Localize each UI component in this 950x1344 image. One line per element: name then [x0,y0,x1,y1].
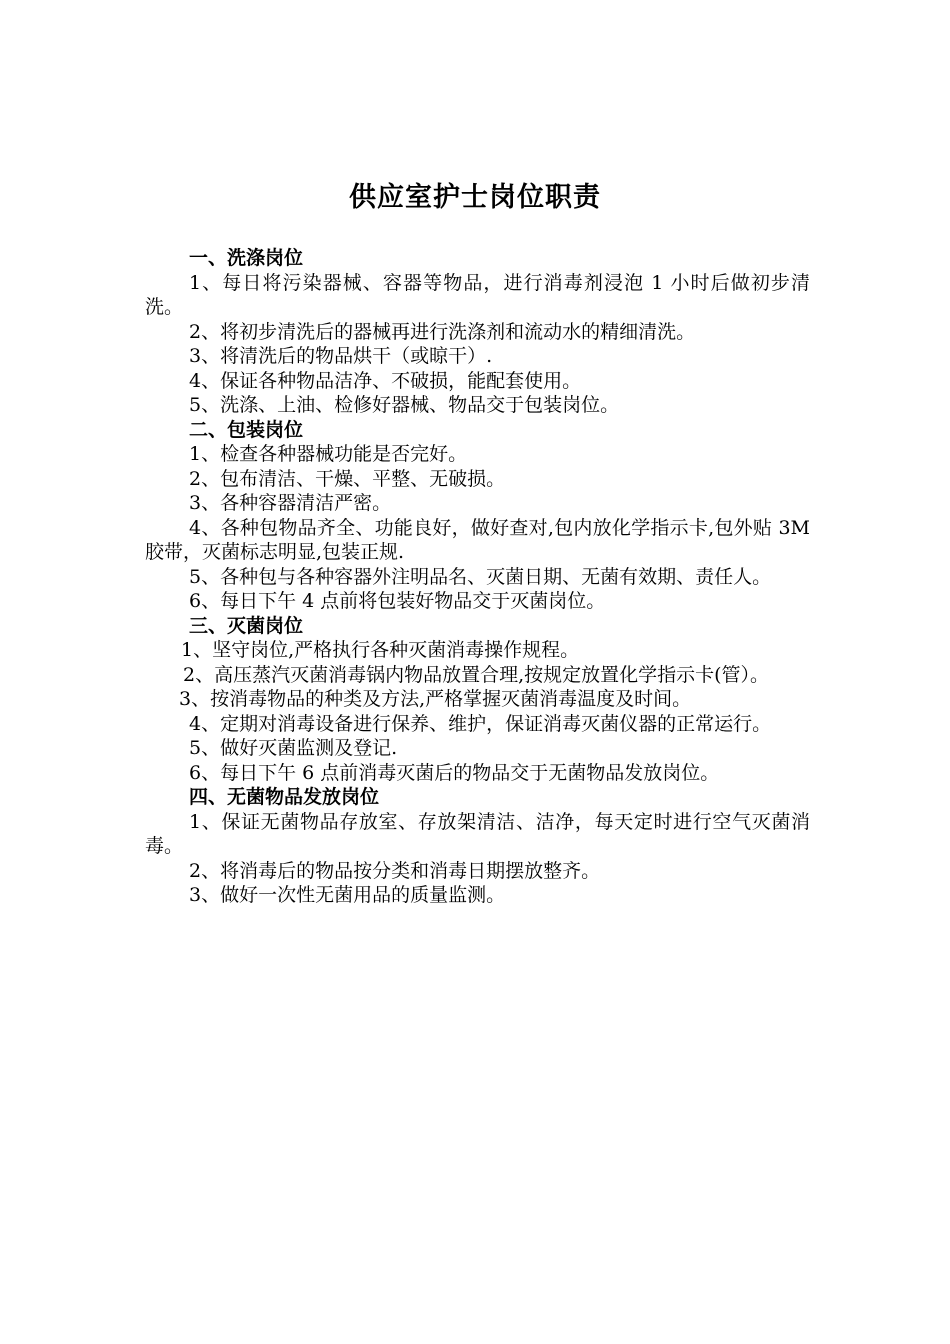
list-item: 2、高压蒸汽灭菌消毒锅内物品放置合理,按规定放置化学指示卡(管）。 [183,663,770,686]
list-item: 3、做好一次性无菌用品的质量监测。 [189,884,506,906]
section-heading-packaging: 二、包装岗位 [189,418,304,441]
list-item: 5、做好灭菌监测及登记. [189,737,398,759]
list-item: 3、将清洗后的物品烘干（或晾干）. [189,345,493,367]
list-item: 1、保证无菌物品存放室、存放架清洁、洁净，每天定时进行空气灭菌消毒。 [145,810,810,857]
list-item: 4、保证各种物品洁净、不破损，能配套使用。 [189,369,582,392]
list-item: 2、将消毒后的物品按分类和消毒日期摆放整齐。 [189,859,601,882]
list-item: 6、每日下午 4 点前将包装好物品交于灭菌岗位。 [189,590,606,612]
list-item: 5、各种包与各种容器外注明品名、灭菌日期、无菌有效期、责任人。 [189,565,772,588]
document-title: 供应室护士岗位职责 [349,182,601,213]
document-body [145,246,810,908]
list-item: 3、各种容器清洁严密。 [189,492,392,514]
section-heading-washing: 一、洗涤岗位 [189,247,304,269]
list-item: 1、坚守岗位,严格执行各种灭菌消毒操作规程。 [181,639,580,661]
list-item: 6、每日下午 6 点前消毒灭菌后的物品交于无菌物品发放岗位。 [189,761,720,784]
list-item: 5、洗涤、上油、检修好器械、物品交于包装岗位。 [189,394,620,416]
list-item: 4、各种包物品齐全、功能良好，做好查对,包内放化学指示卡,包外贴 3M 胶带，灭菌标志明显,包装正规. [145,516,810,563]
section-heading-sterile-dispensing: 四、无菌物品发放岗位 [189,786,380,808]
list-item: 2、包布清洁、干燥、平整、无破损。 [189,467,506,490]
list-item: 3、按消毒物品的种类及方法,严格掌握灭菌消毒温度及时间。 [179,688,692,710]
list-item: 1、每日将污染器械、容器等物品，进行消毒剂浸泡 1 小时后做初步清洗。 [145,271,810,318]
section-heading-sterilization: 三、灭菌岗位 [189,614,304,637]
list-item: 1、检查各种器械功能是否完好。 [189,443,468,465]
list-item: 2、将初步清洗后的器械再进行洗涤剂和流动水的精细清洗。 [189,320,696,343]
list-item: 4、定期对消毒设备进行保养、维护，保证消毒灭菌仪器的正常运行。 [189,712,772,735]
